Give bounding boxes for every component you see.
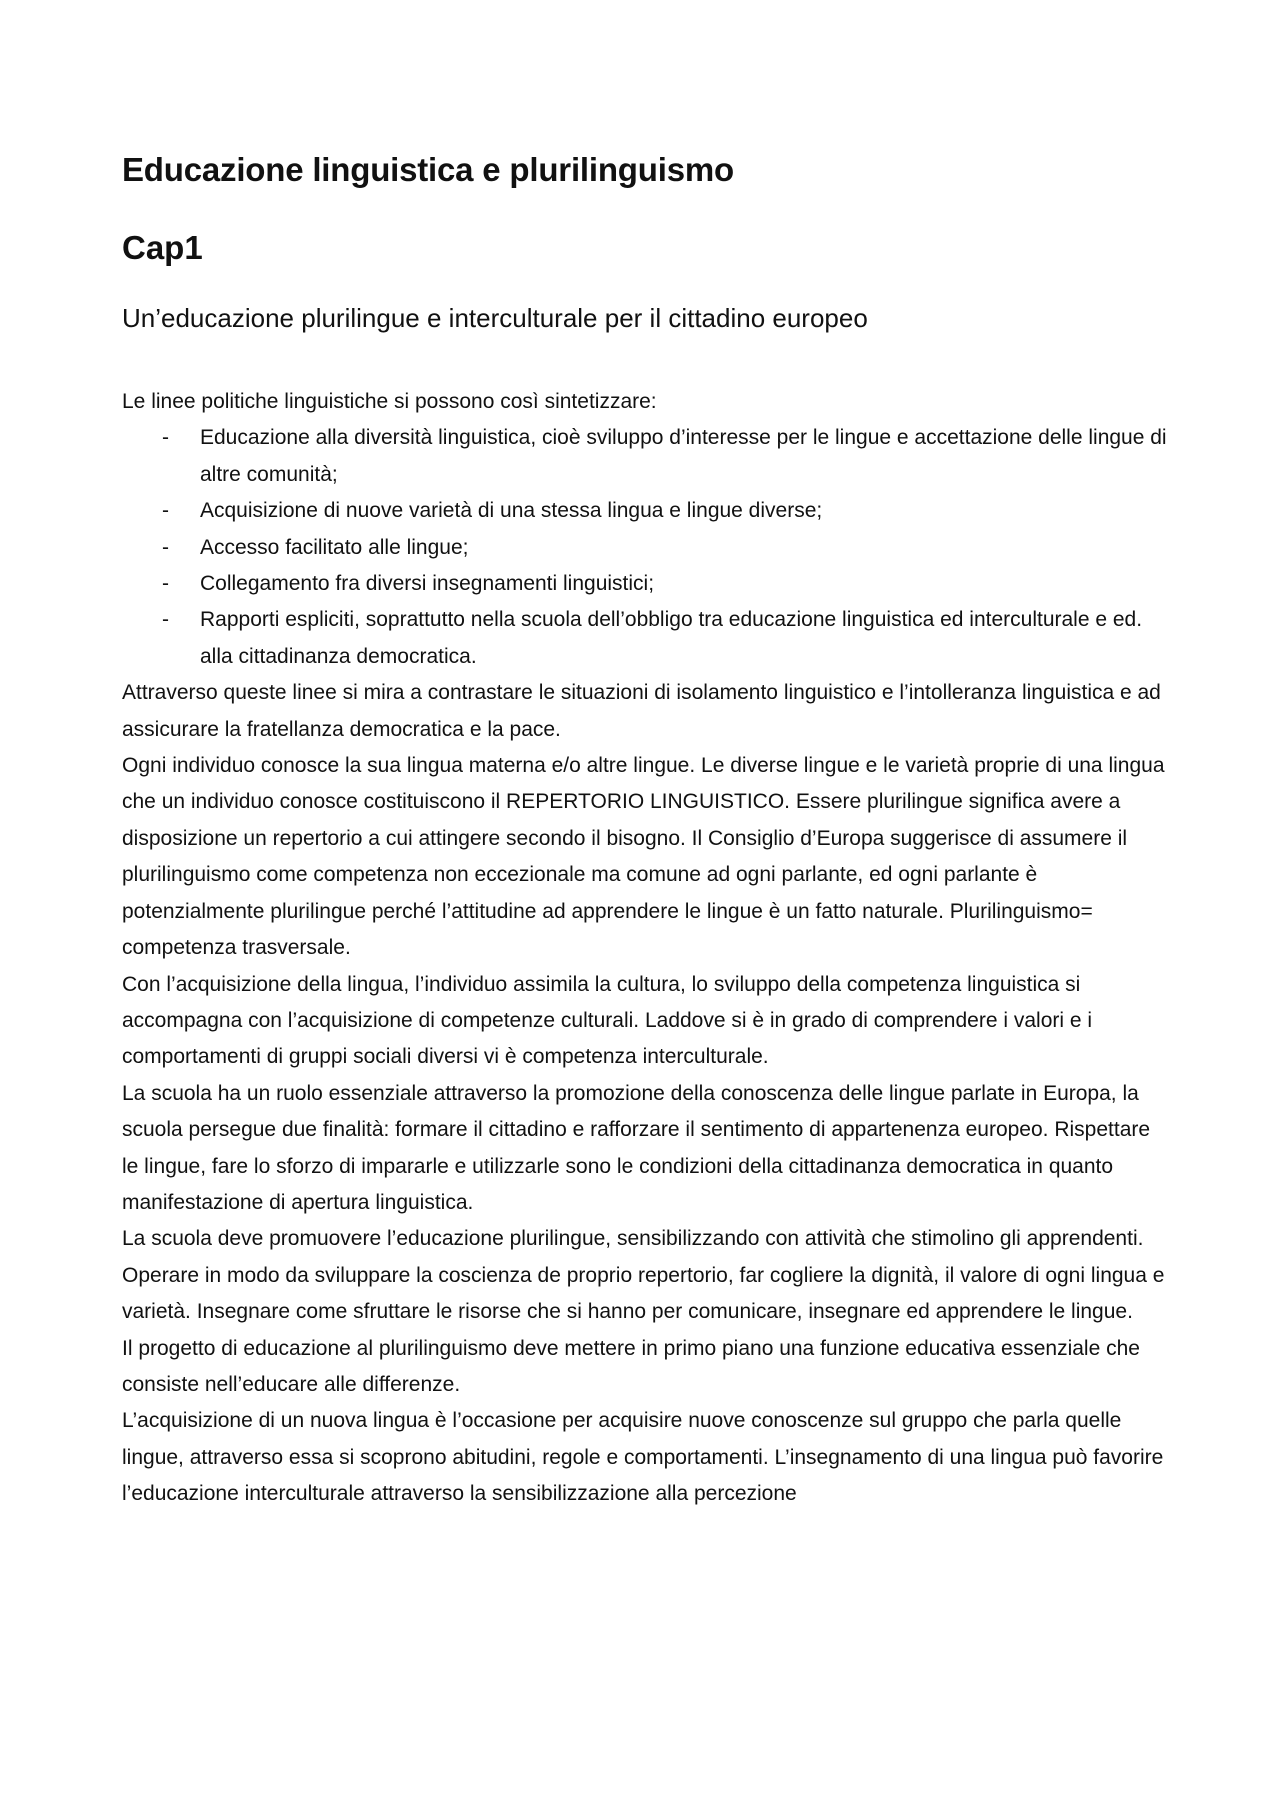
bullet-dash: - (162, 608, 169, 632)
list-item-text: Educazione alla diversità linguistica, cioè sviluppo d’interesse per le lingue e accettazione delle lingue di altre comunità; (200, 426, 1167, 486)
paragraph: Il progetto di educazione al plurilinguismo deve mettere in primo piano una funzione educativa essenziale che consiste nell’educare alle differenze. (122, 1336, 1140, 1396)
bullet-dash: - (162, 499, 169, 523)
list-item (122, 493, 1172, 529)
bullet-dash: - (162, 426, 169, 450)
paragraph: Ogni individuo conosce la sua lingua materna e/o altre lingue. Le diverse lingue e le varietà proprie di una lingua che un individuo conosce costituiscono il REPERTORIO LINGUISTICO. Essere plurilingue significa avere a disposizione un repertorio a cui attingere secondo il bisogno. Il Consiglio d’Europa suggerisce di assumere il plurilinguismo come competenza non eccezionale ma comune ad ogni parlante, ed ogni parlante è potenzialmente plurilingue perché l’attitudine ad apprendere le lingue è un fatto naturale. Plurilinguismo= competenza trasversale. (122, 754, 1165, 960)
chapter-heading: Cap1 (122, 229, 203, 266)
paragraph: La scuola deve promuovere l’educazione plurilingue, sensibilizzando con attività che stimolino gli apprendenti. Operare in modo da sviluppare la coscienza de proprio repertorio, far cogliere la dignità, il valore di ogni lingua e varietà. Insegnare come sfruttare le risorse che si hanno per comunicare, insegnare ed apprendere le lingue. (122, 1227, 1165, 1324)
list-item-text: Accesso facilitato alle lingue; (200, 535, 469, 559)
list-item (122, 420, 1172, 493)
bullet-dash: - (162, 572, 169, 596)
policy-list (122, 420, 1172, 675)
list-item (122, 602, 1172, 675)
list-item-text: Acquisizione di nuove varietà di una stessa lingua e lingue diverse; (200, 499, 823, 523)
list-item (122, 566, 1172, 602)
paragraph: La scuola ha un ruolo essenziale attraverso la promozione della conoscenza delle lingue parlate in Europa, la scuola persegue due finalità: formare il cittadino e rafforzare il sentimento di appartenenza europeo. Rispettare le lingue, fare lo sforzo di impararle e utilizzarle sono le condizioni della cittadinanza democratica in quanto manifestazione di apertura linguistica. (122, 1081, 1151, 1214)
list-item-text: Collegamento fra diversi insegnamenti linguistici; (200, 572, 655, 596)
list-item-text: Rapporti espliciti, soprattutto nella scuola dell’obbligo tra educazione linguistica ed interculturale e ed. alla cittadinanza democratica. (200, 608, 1143, 668)
section-subtitle: Un’educazione plurilingue e interculturale per il cittadino europeo (122, 303, 868, 333)
document-body (122, 148, 1172, 1513)
paragraph: L’acquisizione di un nuova lingua è l’occasione per acquisire nuove conoscenze sul gruppo che parla quelle lingue, attraverso essa si scoprono abitudini, regole e comportamenti. L’insegnamento di una lingua può favorire l’educazione interculturale attraverso la sensibilizzazione alla percezione (122, 1409, 1164, 1506)
paragraph: Con l’acquisizione della lingua, l’individuo assimila la cultura, lo sviluppo della competenza linguistica si accompagna con l’acquisizione di competenze culturali. Laddove si è in grado di comprendere i valori e i comportamenti di gruppi sociali diversi vi è competenza interculturale. (122, 972, 1093, 1069)
bullet-dash: - (162, 535, 169, 559)
intro-sentence: Le linee politiche linguistiche si possono così sintetizzare: (122, 390, 657, 413)
document-title: Educazione linguistica e plurilinguismo (122, 151, 734, 188)
paragraph: Attraverso queste linee si mira a contrastare le situazioni di isolamento linguistico e l’intolleranza linguistica e ad assicurare la fratellanza democratica e la pace. (122, 681, 1161, 741)
list-item (122, 530, 1172, 566)
